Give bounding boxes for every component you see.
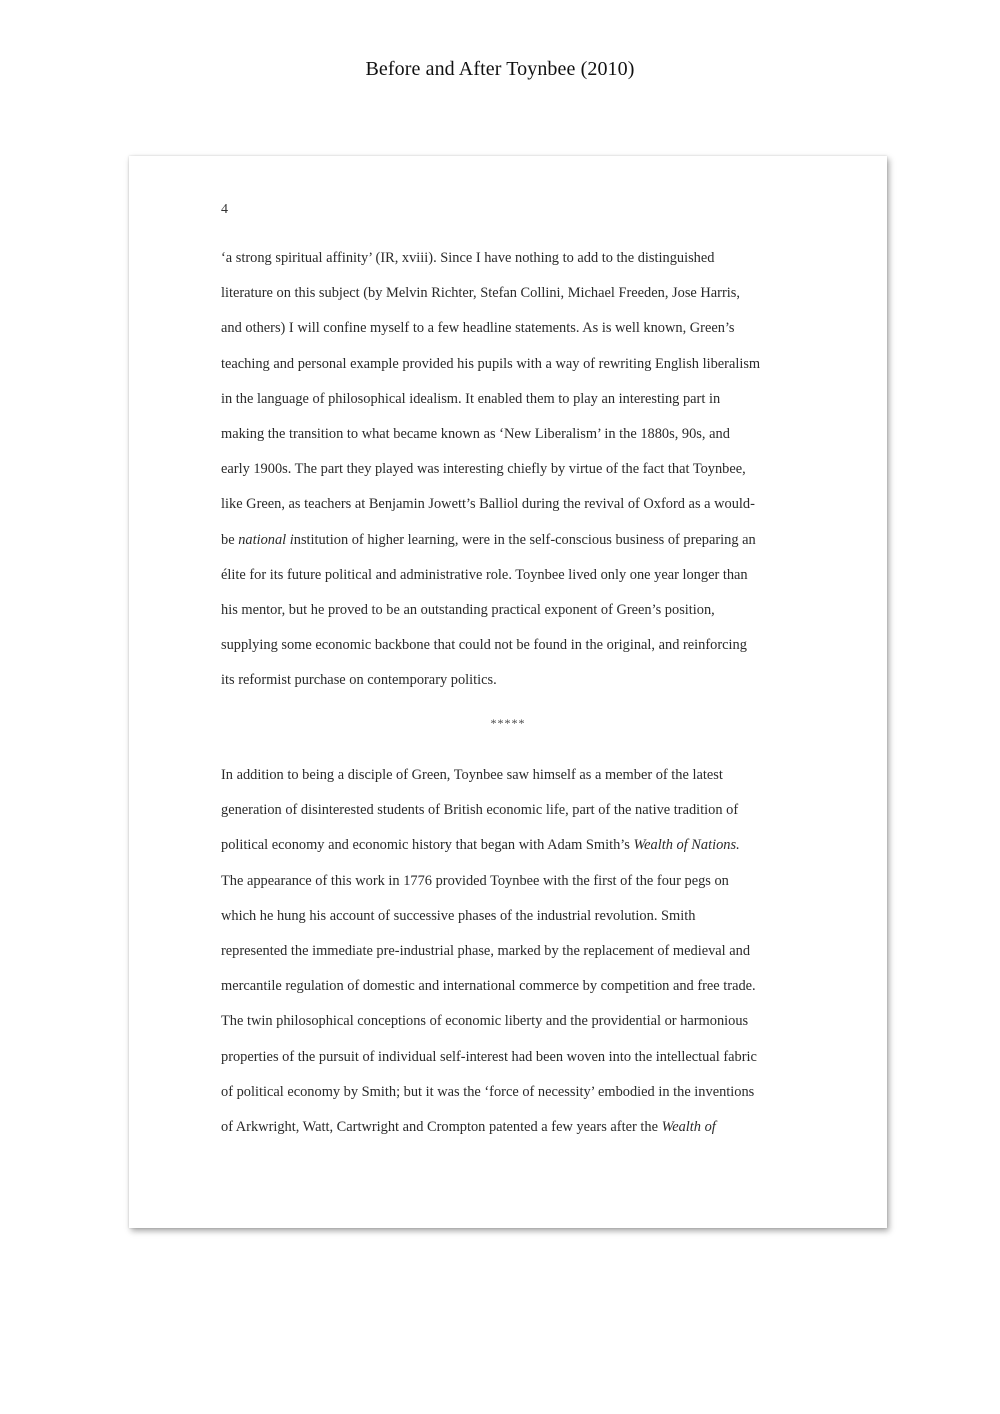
text-line: its reformist purchase on contemporary politics. <box>221 672 497 689</box>
text-line: generation of disinterested students of British economic life, part of the native tradition of <box>221 802 739 819</box>
text-line: literature on this subject (by Melvin Richter, Stefan Collini, Michael Freeden, Jose Harris, <box>221 285 740 302</box>
text-line: in the language of philosophical idealism. It enabled them to play an interesting part in <box>221 390 721 407</box>
text-line: making the transition to what became known as ‘New Liberalism’ in the 1880s, 90s, and <box>221 426 730 443</box>
document-header-title: Before and After Toynbee (2010) <box>365 58 635 80</box>
text-line: which he hung his account of successive phases of the industrial revolution. Smith <box>221 907 696 924</box>
text-line: ‘a strong spiritual affinity’ (IR, xviii). Since I have nothing to add to the distinguished <box>221 250 715 266</box>
text-line: élite for its future political and administrative role. Toynbee lived only one year longer than <box>221 566 748 583</box>
text-run: political economy and economic history that began with Adam Smith’s <box>221 837 634 854</box>
text-line: In addition to being a disciple of Green, Toynbee saw himself as a member of the latest <box>221 767 723 783</box>
text-line: properties of the pursuit of individual self-interest had been woven into the intellectual fabric <box>221 1048 757 1065</box>
text-line: mercantile regulation of domestic and international commerce by competition and free trade. <box>221 978 756 995</box>
text-run: nstitution of higher learning, were in the self-conscious business of preparing an <box>293 531 756 548</box>
paragraph-2 <box>221 758 801 1145</box>
text-line: represented the immediate pre-industrial phase, marked by the replacement of medieval and <box>221 943 751 960</box>
text-line <box>221 1110 801 1145</box>
paragraph-1 <box>221 241 801 699</box>
text-line: early 1900s. The part they played was interesting chiefly by virtue of the fact that Toynbee, <box>221 461 746 478</box>
italic-text-run: Wealth of Nations. <box>633 837 740 854</box>
text-line: his mentor, but he proved to be an outstanding practical exponent of Green’s position, <box>221 602 715 619</box>
text-run: be <box>221 531 239 548</box>
text-line <box>221 523 801 558</box>
text-line: supplying some economic backbone that could not be found in the original, and reinforcing <box>221 637 747 654</box>
text-line <box>221 828 801 863</box>
text-line: The twin philosophical conceptions of economic liberty and the providential or harmonious <box>221 1013 749 1030</box>
page-number: 4 <box>221 202 228 217</box>
italic-text-run: Wealth of <box>661 1119 716 1136</box>
section-separator: ***** <box>490 716 526 730</box>
text-line: and others) I will confine myself to a few headline statements. As is well known, Green’s <box>221 320 735 337</box>
text-run: of Arkwright, Watt, Cartwright and Crompton patented a few years after the <box>221 1119 662 1136</box>
text-line: The appearance of this work in 1776 provided Toynbee with the first of the four pegs on <box>221 872 729 889</box>
text-line: of political economy by Smith; but it was the ‘force of necessity’ embodied in the inventions <box>221 1083 755 1100</box>
text-line: teaching and personal example provided his pupils with a way of rewriting English liberalism <box>221 355 761 372</box>
italic-text-run: national i <box>238 531 294 548</box>
scanned-page <box>129 156 887 1228</box>
text-line: like Green, as teachers at Benjamin Jowett’s Balliol during the revival of Oxford as a would- <box>221 496 755 513</box>
